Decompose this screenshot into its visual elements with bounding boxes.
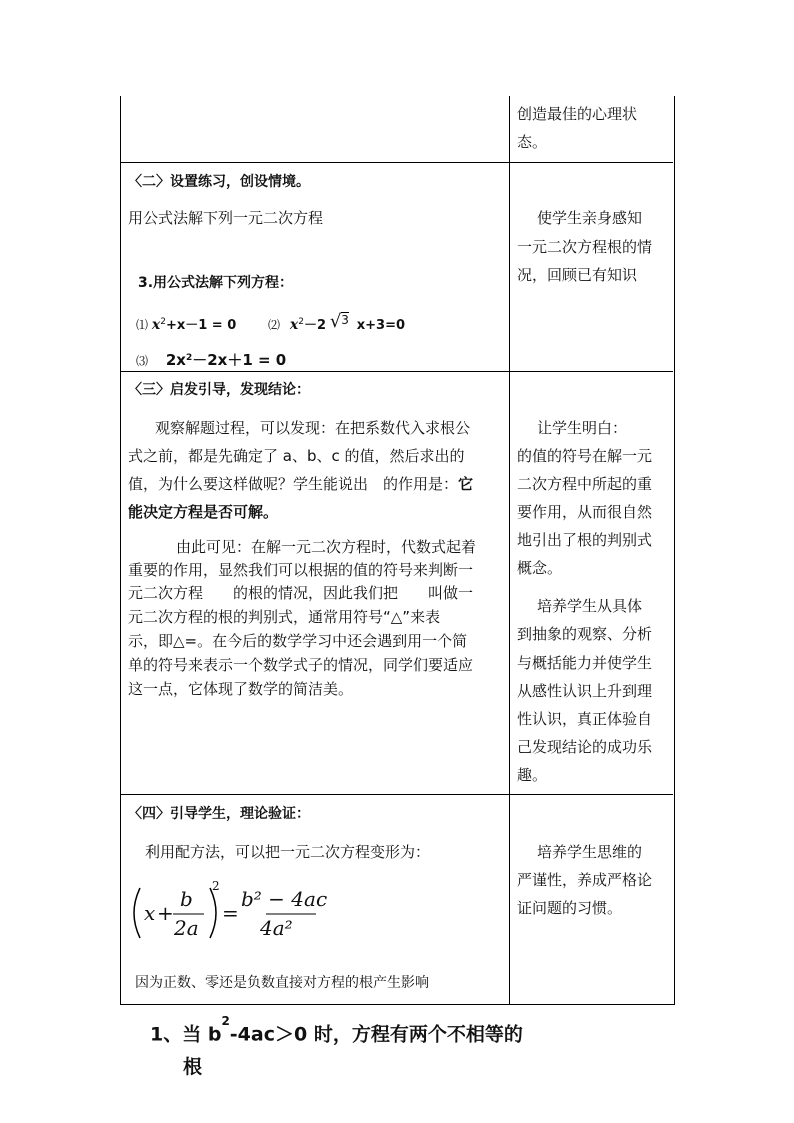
row3-right-text: 证问题的习惯。	[517, 899, 623, 917]
paragraph-line: 值，为什么要这样做呢？学生能说出 的作用是：它	[128, 475, 474, 493]
row2-right-text: 让学生明白：	[537, 419, 628, 437]
row1-right-text: 况，回顾已有知识	[517, 266, 638, 284]
row1-right-text: 一元二次方程根的情	[517, 238, 653, 256]
equation-1: ⑴ $x^2+x-1 = 0$	[136, 317, 237, 333]
row2-right-text: 二次方程中所起的重	[517, 475, 653, 493]
paragraph-line: 式之前，都是先确定了 a、b、c 的值，然后求出的	[128, 447, 465, 465]
formula-2a: 2a	[174, 916, 199, 940]
row2-right-text: 己发现结论的成功乐	[517, 738, 653, 756]
row2-right-text: 要作用，从而很自然	[517, 503, 653, 521]
formula-x: x	[144, 901, 156, 925]
condition-heading: 1、当 $b^2-4ac>0$ 时，方程有两个不相等的	[150, 1014, 523, 1046]
formula-plus: +	[157, 901, 174, 925]
task-label: 3.用公式法解下列方程：	[138, 275, 294, 291]
row1-right-text: 使学生亲身感知	[537, 209, 643, 227]
formula-b: b	[180, 887, 193, 911]
row0-right-text: 创造最佳的心理状	[517, 105, 638, 123]
formula-square: 2	[212, 879, 220, 893]
row0-right-text: 态。	[517, 133, 548, 151]
paragraph-line: 示，即△=。在今后的数学学习中还会遇到用一个简	[128, 632, 468, 650]
row2-right-text: 与概括能力并使学生	[517, 654, 653, 672]
paragraph-line: 能决定方程是否可解。	[128, 503, 279, 521]
row2-right-text: 培养学生从具体	[537, 597, 643, 615]
paragraph-line: 元二次方程 的根的情况，因此我们把 叫做一	[128, 584, 474, 602]
row3-note: 因为正数、零还是负数直接对方程的根产生影响	[135, 975, 429, 991]
column-divider	[509, 96, 510, 1004]
formula-equals: =	[222, 901, 239, 925]
equation-2: ⑵ $x^2-2$ √3 x+3=0	[268, 311, 406, 333]
row3-right-text: 培养学生思维的	[537, 843, 643, 861]
row2-right-text: 性认识，真正体验自	[517, 710, 653, 728]
row2-right-text: 趣。	[517, 766, 548, 784]
paragraph-line: 观察解题过程，可以发现：在把系数代入求根公	[155, 419, 471, 437]
row2-right-text: 概念。	[517, 559, 563, 577]
row2-right-text: 的值的符号在解一元	[517, 447, 653, 465]
row2-right-text: 地引出了根的判别式	[517, 531, 653, 549]
formula-numerator: b² − 4ac	[241, 887, 328, 911]
row2-right-text: 到抽象的观察、分析	[517, 625, 653, 643]
paragraph-line: 重要的作用，显然我们可以根据的值的符号来判断一	[128, 561, 474, 579]
paragraph-line: 元二次方程的根的判别式，通常用符号“△”来表	[128, 608, 441, 626]
condition-heading-cont: 根	[183, 1056, 203, 1078]
paragraph-line: 单的符号来表示一个数学式子的情况，同学们要适应	[128, 656, 474, 674]
equation-3: ⑶ $2x^2-2x+1 = 0$	[136, 351, 287, 369]
row-divider	[120, 162, 673, 163]
row3-intro: 利用配方法，可以把一元二次方程变形为：	[145, 843, 431, 861]
section-heading: 〈四〉引导学生，理论验证：	[128, 806, 310, 822]
section-heading: 〈三〉启发引导，发现结论：	[128, 382, 310, 398]
formula-denominator: 4a²	[260, 916, 293, 940]
paragraph-line: 由此可见：在解一元二次方程时，代数式起着	[176, 538, 477, 556]
paragraph-line: 这一点，它体现了数学的简洁美。	[128, 680, 354, 698]
row-divider	[120, 794, 673, 795]
row3-right-text: 严谨性，养成严格论	[517, 871, 653, 889]
row-divider	[120, 371, 673, 372]
row1-intro: 用公式法解下列一元二次方程	[128, 209, 324, 227]
row2-right-text: 从感性认识上升到理	[517, 682, 653, 700]
section-heading: 〈二〉设置练习，创设情境。	[128, 174, 310, 190]
